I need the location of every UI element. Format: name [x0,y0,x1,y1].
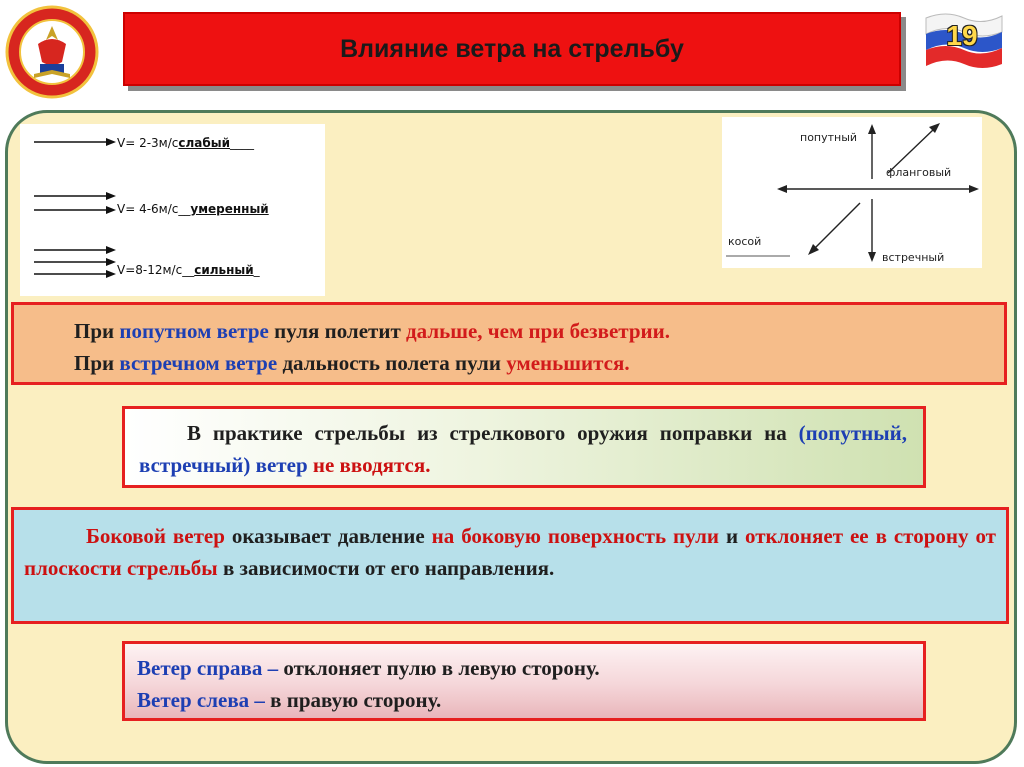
practice-note-text: В практике стрельбы из стрелкового оружия поправки на (попутный, встречный) ветер не вводятся. [139,421,907,477]
deflection-box [122,641,926,721]
page-number: 19 [946,20,978,51]
slide-title: Влияние ветра на стрельбу [340,34,684,63]
wind-arrows-icon [32,244,118,280]
wind-direction-diagram [722,117,982,268]
label-headwind: встречный [882,251,945,264]
scale-label: V= 2-3м/сслабый____ [117,136,255,150]
wind-strength-scale [20,124,325,296]
wind-arrow-icon [32,132,118,152]
range-effect-box [11,302,1007,385]
tailwind-line: При попутном ветре пуля полетит дальше, чем при безветрии. [74,319,670,343]
speed-value: V= 2-3м/с [117,136,179,150]
wind-left-line: Ветер слева – в правую сторону. [137,688,442,712]
military-academy-emblem-icon [4,4,100,100]
scale-row-strong [20,242,325,282]
title-bar [123,12,901,86]
label-crosswind: фланговый [886,166,952,179]
practice-note-box [122,406,926,488]
speed-value: V=8-12м/с [117,263,183,277]
label-tailwind: попутный [800,131,858,144]
wind-right-line: Ветер справа – отклоняет пулю в левую сторону. [137,656,600,680]
headwind-line: При встречном ветре дальность полета пули уменьшится. [74,351,630,375]
scale-label: V=8-12м/с__сильный_ [117,263,260,277]
wind-term: слабый [178,136,231,150]
speed-value: V= 4-6м/с [117,202,179,216]
crosswind-box [11,507,1009,624]
scale-row-weak [20,124,325,164]
scale-row-moderate [20,182,325,222]
scale-label: V= 4-6м/с__умеренный [117,202,269,216]
label-oblique: косой [728,235,762,248]
crosswind-text: Боковой ветер оказывает давление на боковую поверхность пули и отклоняет ее в сторону от плоскости стрельбы в зависимости от его направления. [24,524,996,580]
wind-arrows-icon [32,190,118,218]
wind-term: сильный [194,263,254,277]
wind-term: умеренный [190,202,269,216]
